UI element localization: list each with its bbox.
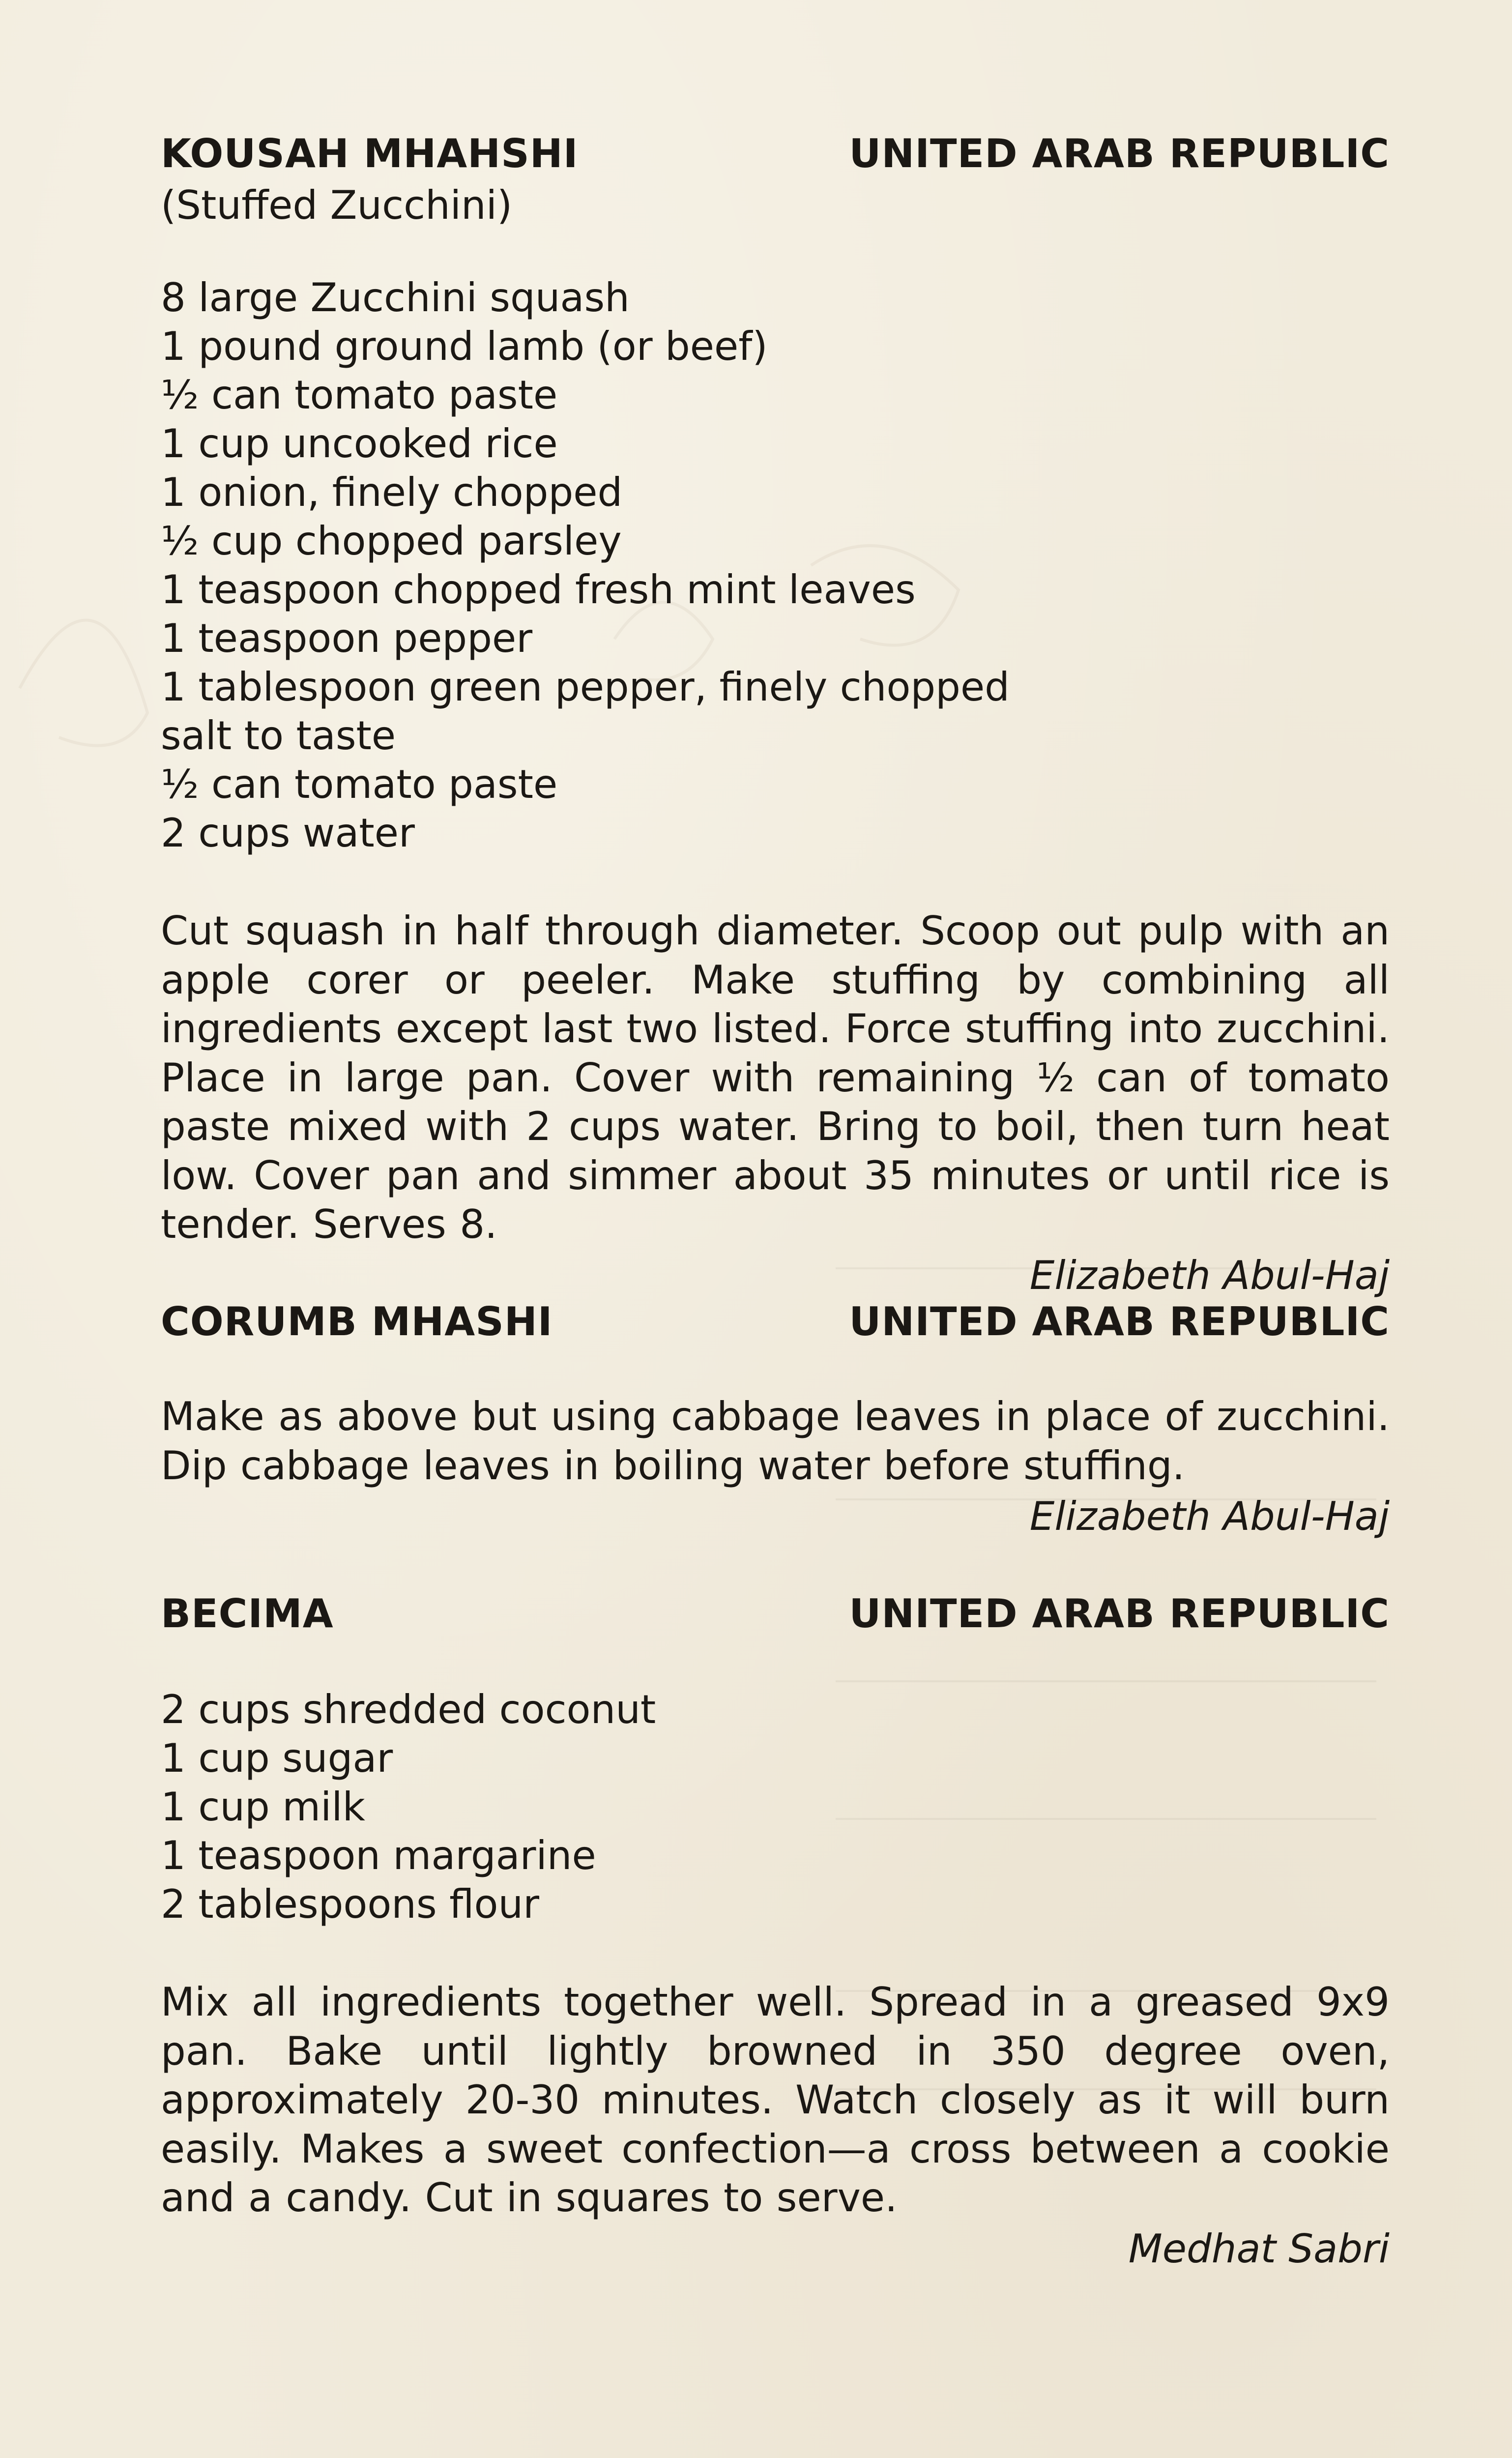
recipe-header	[161, 1295, 1390, 1349]
recipe-title: KOUSAH MHAHSHI	[161, 131, 579, 176]
ingredient-item: 1 cup milk	[161, 1784, 365, 1830]
recipe-author: Elizabeth Abul-Haj	[1029, 1252, 1390, 1298]
ingredient-item: ½ can tomato paste	[161, 372, 558, 418]
recipe-becima	[161, 1587, 1390, 2274]
recipe-instructions: Cut squash in half through diameter. Scoop out pulp with an apple corer or peeler. Make stuffing by combining all ingredients except last two listed. Force stuffing into zucchini. Place in large pan. Cover with remaining ½ can of tomato paste mixed with 2 cups water. Bring to boil, then turn heat low. Cover pan and simmer about 35 minutes or until rice is tender. Serves 8.	[161, 908, 1390, 1247]
recipe-title: BECIMA	[161, 1591, 334, 1637]
ingredient-item: 2 cups water	[161, 810, 415, 856]
ingredient-item: 1 teaspoon chopped fresh mint leaves	[161, 567, 916, 613]
ingredient-list	[161, 1685, 1390, 1929]
ingredient-item: 1 cup sugar	[161, 1735, 393, 1781]
ingredient-list	[161, 273, 1390, 857]
ingredient-item: 1 teaspoon pepper	[161, 615, 533, 661]
ingredient-item: 1 cup uncooked rice	[161, 421, 558, 467]
recipe-instructions: Mix all ingredients together well. Spread in a greased 9x9 pan. Bake until lightly browned in 350 degree oven, approximately 20-30 minutes. Watch closely as it will burn easily. Makes a sweet confection—a cross between a cookie and a candy. Cut in squares to serve.	[161, 1979, 1390, 2221]
recipe-title: CORUMB MHASHI	[161, 1299, 553, 1345]
recipe-kousah-mhahshi	[161, 127, 1390, 1300]
recipe-region: UNITED ARAB REPUBLIC	[849, 1299, 1390, 1345]
ingredient-item: 2 tablespoons flour	[161, 1881, 540, 1927]
recipe-header	[161, 127, 1390, 181]
ingredient-item: 1 tablespoon green pepper, finely chopped	[161, 664, 1010, 710]
recipe-region: UNITED ARAB REPUBLIC	[849, 131, 1390, 176]
ingredient-item: salt to taste	[161, 713, 396, 759]
ingredient-item: 1 onion, finely chopped	[161, 469, 623, 515]
recipe-author: Elizabeth Abul-Haj	[1029, 1493, 1390, 1539]
ingredient-item: ½ cup chopped parsley	[161, 518, 622, 564]
recipe-instructions: Make as above but using cabbage leaves in place of zucchini. Dip cabbage leaves in boiling water before stuffing.	[161, 1394, 1390, 1489]
ingredient-item: 8 large Zucchini squash	[161, 275, 630, 321]
recipe-region: UNITED ARAB REPUBLIC	[849, 1591, 1390, 1637]
ingredient-item: 1 teaspoon margarine	[161, 1833, 596, 1878]
ingredient-item: ½ can tomato paste	[161, 761, 558, 807]
recipe-corumb-mhashi	[161, 1295, 1390, 1541]
recipe-header	[161, 1587, 1390, 1641]
ingredient-item: 1 pound ground lamb (or beef)	[161, 323, 768, 369]
ingredient-item: 2 cups shredded coconut	[161, 1687, 656, 1732]
recipe-author: Medhat Sabri	[1128, 2225, 1390, 2272]
recipe-subtitle: (Stuffed Zucchini)	[161, 182, 513, 228]
